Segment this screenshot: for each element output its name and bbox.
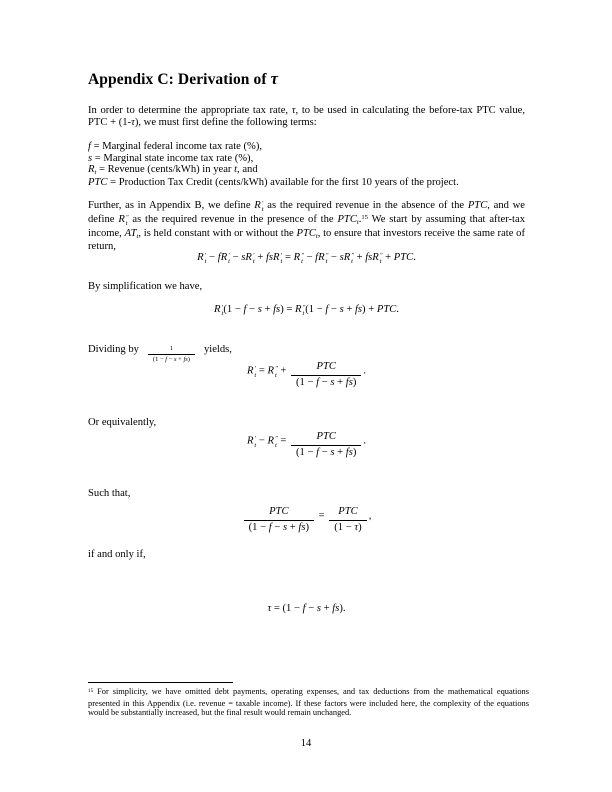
footnote-separator: [88, 682, 233, 683]
equation-divided: R ′ t = R ″ t + $\frac{\text{PTC}}{(1 - f - s + fs)}$ .: [246, 361, 367, 388]
equation-tau-result: τ = (1 − f − s + fs).: [267, 603, 346, 614]
page-number: 14: [300, 738, 312, 749]
fraction: $\frac{\text{PTC}}{(1 - f - s + fs)}$: [291, 361, 361, 389]
equation-after-tax-income: R ′ t − fR ′ t − sR ′ t + fsR ′ t = R ″ t − fR ″ t − sR ″ t + fsR ″ t + PTC.: [197, 251, 416, 266]
or-equivalently-label: Or equivalently,: [88, 417, 157, 428]
equation-simplified: R ′ t (1 − f − s + fs) = R ″ t (1 − f − s + fs) + PTC.: [214, 303, 399, 318]
such-that-label: Such that,: [88, 488, 131, 499]
equation-ptc-equality: $\frac{\text{PTC}}{(1 - f - s + fs)}$ = $\frac{\text{PTC}}{(1 - \tau)}$ ,: [88, 506, 525, 534]
further-paragraph: Further, as in Appendix B, we define R ′ t as the required revenue in the absence of the PTC, and we define R ″ t as the required revenue in the presence of the PTCt.$^{15}$ We start by assuming that after-tax income, ATt, is held constant with or without the PTCt, to ensure that investors receive the same rate of return,: [88, 199, 526, 252]
intro-paragraph: In order to determine the appropriate tax rate, τ, to be used in calculating the before-tax PTC value, PTC + (1-τ), we must first define the following terms:: [88, 105, 526, 128]
fraction: $\frac{1}{(1 - f - s + fs)}$: [148, 345, 195, 364]
by-simplification-label: By simplification we have,: [88, 281, 203, 292]
appendix-title-text: Appendix C: Derivation of: [88, 71, 271, 88]
footnote-text: $^{15}$ For simplicity, we have omitted debt payments, operating expenses, and tax deductions from the mathematical equations presented in this Appendix (i.e. revenue = taxable income). If these factors were included here, the complexity of the equations would be substantially increased, but the final result would remain unchanged.: [88, 687, 529, 718]
definition-federal-rate: f = Marginal federal income tax rate (%),: [88, 141, 263, 152]
dividing-by-line: Dividing by $\frac{1}{(1 - f - s + fs)}$ yields,: [88, 344, 232, 363]
if-and-only-if-label: if and only if,: [88, 549, 146, 560]
equation-difference: R ′ t − R ″ t = $\frac{\text{PTC}}{(1 - f - s + fs)}$ .: [246, 431, 367, 458]
fraction: $\frac{\text{PTC}}{(1 - f - s + fs)}$: [244, 506, 314, 534]
definition-revenue: Rt = Revenue (cents/kWh) in year t, and: [88, 164, 258, 177]
definition-state-rate: s = Marginal state income tax rate (%),: [88, 152, 254, 164]
definition-ptc: PTC = Production Tax Credit (cents/kWh) available for the first 10 years of the project.: [88, 177, 459, 189]
appendix-title: [88, 69, 278, 89]
definitions-list: [88, 141, 525, 189]
fraction: $\frac{\text{PTC}}{(1 - f - s + fs)}$: [291, 431, 361, 459]
tau-symbol: τ: [270, 69, 279, 88]
fraction: $\frac{\text{PTC}}{(1 - \tau)}$: [329, 506, 366, 534]
